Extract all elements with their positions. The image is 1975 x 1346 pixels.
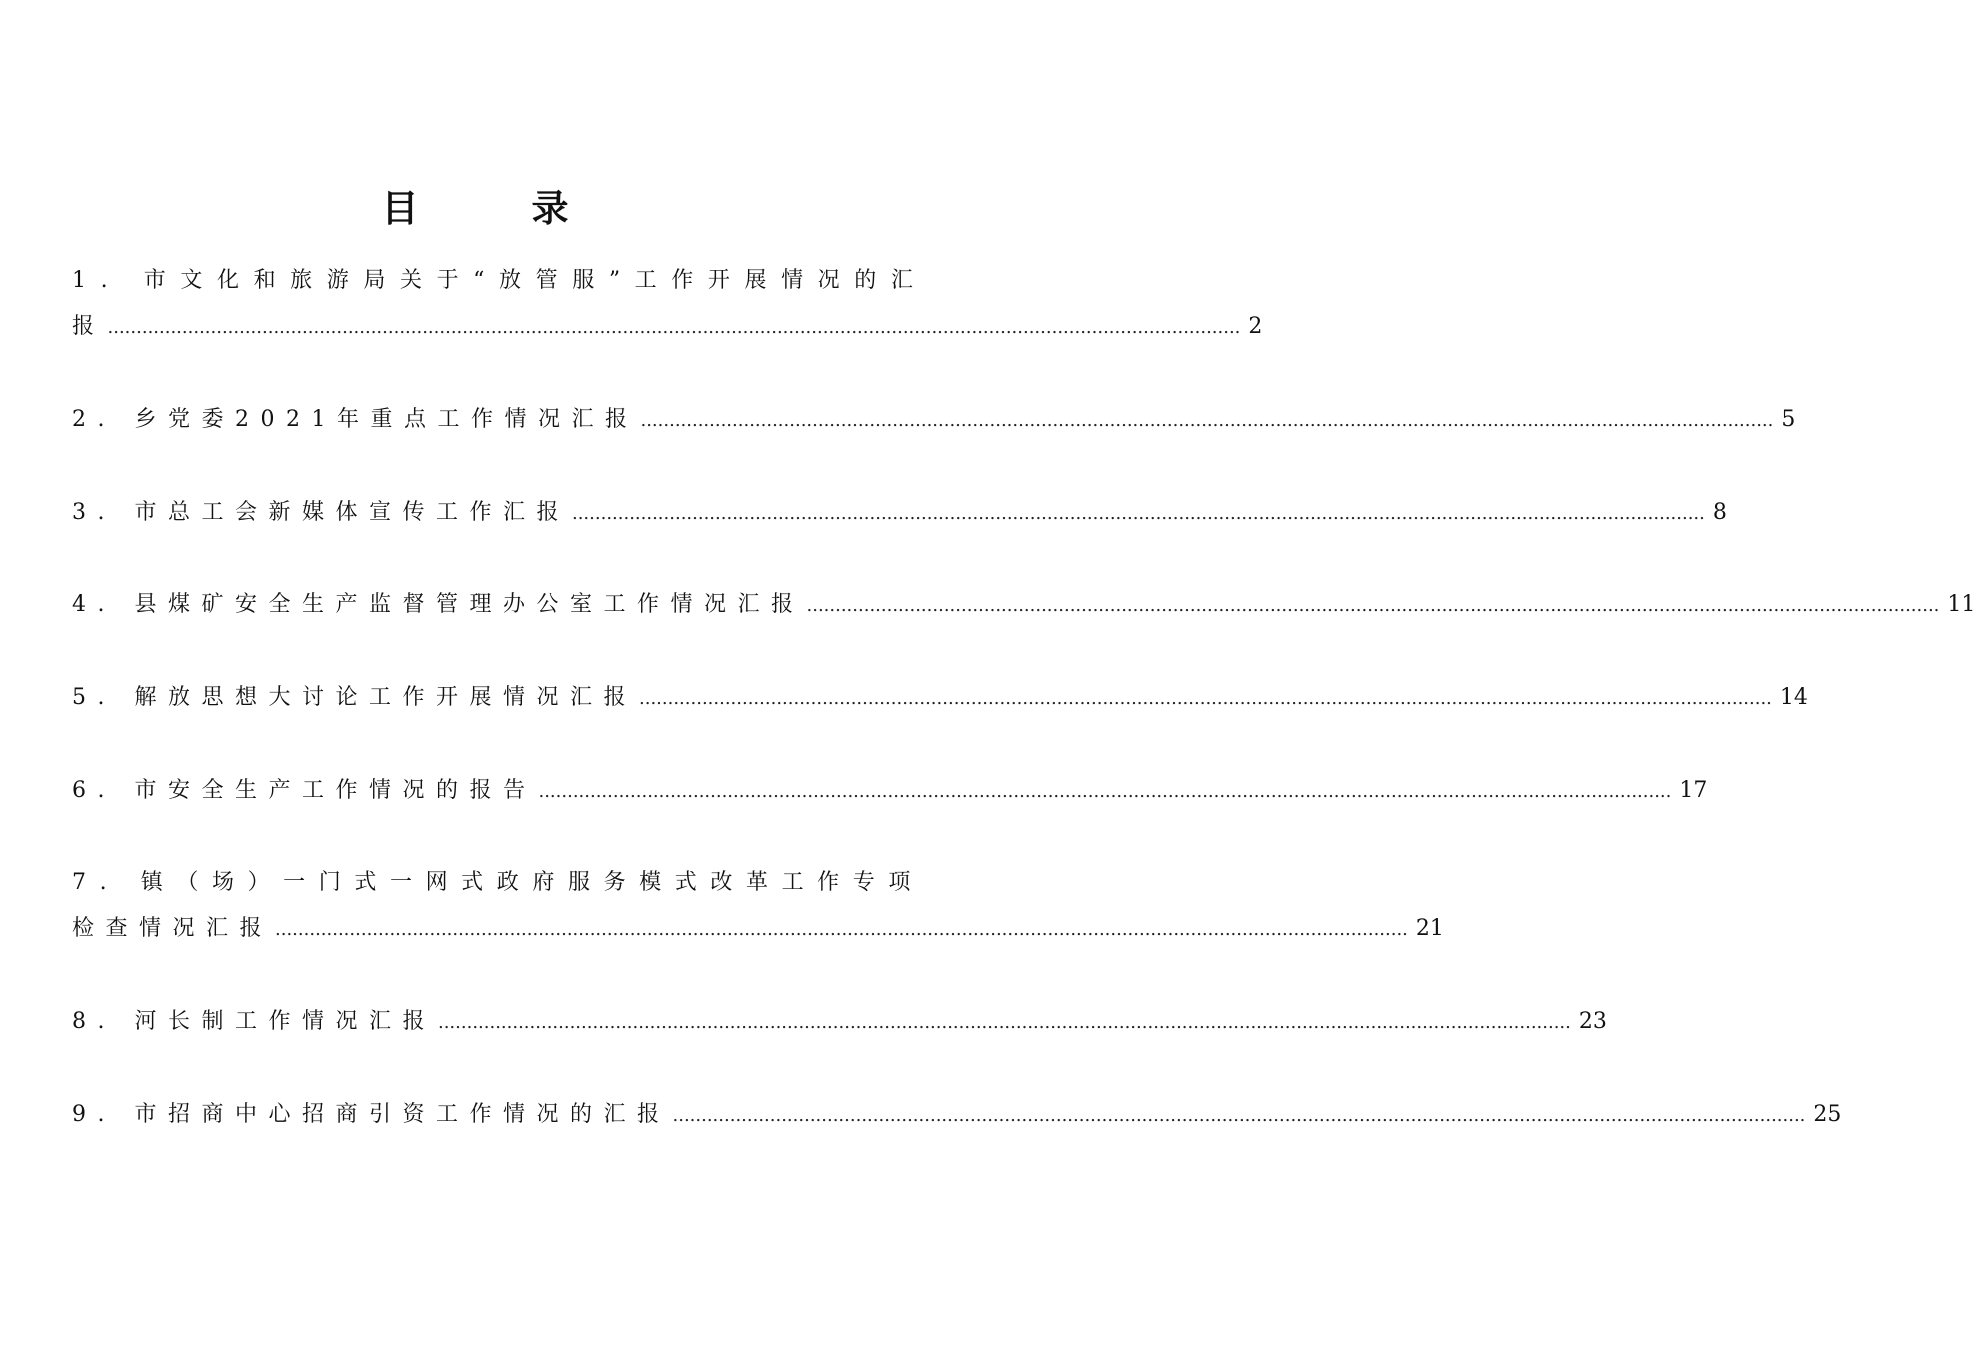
toc-entry-4[interactable]	[72, 590, 1975, 620]
toc-page-number: 5	[1781, 407, 1796, 432]
toc-dot-leader: ......................................................................................................................................................................................................	[107, 317, 1241, 338]
toc-entry-label: 7. 镇（场）一门式一网式政府服务模式改革工作专项	[72, 870, 924, 895]
toc-entry-label-continued: 报	[72, 314, 106, 339]
toc-entry-line	[72, 590, 1975, 620]
toc-page-number: 8	[1712, 500, 1727, 525]
toc-entry-label: 3. 市总工会新媒体宣传工作汇报	[72, 500, 570, 525]
toc-page-number: 2	[1248, 314, 1263, 339]
toc-entry-line	[72, 1100, 1842, 1130]
toc-entry-line	[72, 405, 1796, 435]
toc-dot-leader: ......................................................................................................................................................................................................	[640, 410, 1774, 431]
toc-entry-line	[72, 1007, 1607, 1037]
toc-entry-8[interactable]	[72, 1007, 1607, 1037]
toc-entry-9[interactable]	[72, 1100, 1842, 1130]
toc-dot-leader: ......................................................................................................................................................................................................	[538, 781, 1672, 802]
toc-entry-line	[72, 312, 1263, 342]
toc-dot-leader: ......................................................................................................................................................................................................	[806, 595, 1940, 616]
toc-dot-leader: ......................................................................................................................................................................................................	[437, 1012, 1571, 1033]
toc-dot-leader: ......................................................................................................................................................................................................	[571, 503, 1705, 524]
toc-entry-line	[72, 776, 1708, 806]
toc-entry-5[interactable]	[72, 683, 1808, 713]
toc-entry-label: 5. 解放思想大讨论工作开展情况汇报	[72, 685, 637, 710]
toc-dot-leader: ......................................................................................................................................................................................................	[275, 919, 1408, 940]
toc-entry-2[interactable]	[72, 405, 1796, 435]
toc-entry-line	[72, 498, 1727, 528]
toc-entry-6[interactable]	[72, 776, 1708, 806]
toc-page-number: 17	[1679, 778, 1708, 803]
toc-entry-label-continued: 检查情况汇报	[72, 916, 274, 941]
toc-entry-label: 6. 市安全生产工作情况的报告	[72, 778, 537, 803]
toc-entry-label: 2. 乡党委2021年重点工作情况汇报	[72, 407, 639, 432]
toc-title: 目 录	[381, 186, 607, 230]
toc-entry-line	[72, 868, 924, 898]
toc-entry-line	[72, 683, 1808, 713]
toc-dot-leader: ......................................................................................................................................................................................................	[639, 688, 1772, 709]
toc-dot-leader: ......................................................................................................................................................................................................	[672, 1105, 1806, 1126]
toc-entry-label: 1. 市文化和旅游局关于“放管服”工作开展情况的汇	[72, 268, 928, 293]
toc-entry-line	[72, 266, 928, 296]
toc-entry-7[interactable]	[72, 868, 1444, 944]
toc-entry-1[interactable]	[72, 266, 1263, 342]
toc-page-number: 11	[1947, 592, 1975, 617]
toc-entry-label: 8. 河长制工作情况汇报	[72, 1009, 436, 1034]
toc-page-number: 25	[1813, 1102, 1842, 1127]
toc-entry-3[interactable]	[72, 498, 1727, 528]
toc-page-number: 14	[1779, 685, 1808, 710]
toc-page-number: 23	[1578, 1009, 1607, 1034]
toc-entry-label: 4. 县煤矿安全生产监督管理办公室工作情况汇报	[72, 592, 805, 617]
toc-entry-label: 9. 市招商中心招商引资工作情况的汇报	[72, 1102, 671, 1127]
toc-page-number: 21	[1415, 916, 1444, 941]
toc-entry-line	[72, 914, 1444, 944]
